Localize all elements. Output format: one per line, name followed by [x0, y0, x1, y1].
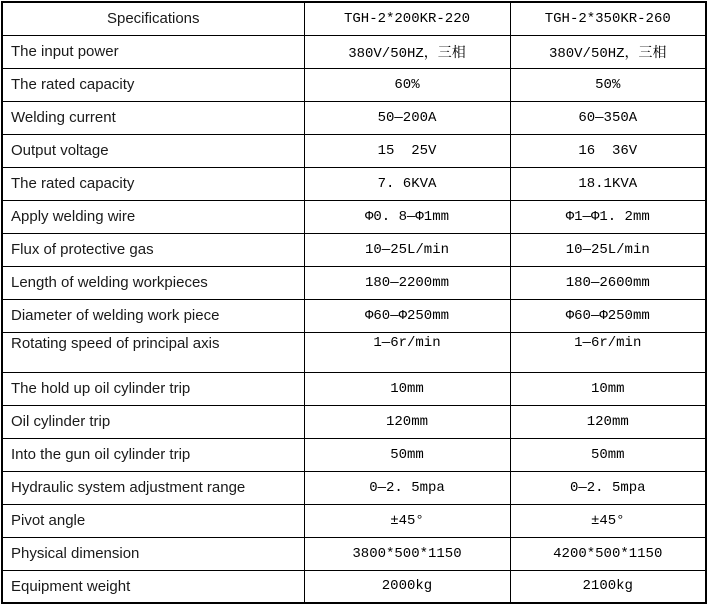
table-row-protective-gas-flux: [2, 233, 706, 266]
specifications-table: [1, 1, 707, 604]
spec-label: Hydraulic system adjustment range: [2, 471, 304, 504]
spec-label: Diameter of welding work piece: [2, 299, 304, 332]
spec-value-model-2: Φ60—Φ250mm: [510, 299, 706, 332]
table-row-physical-dimension: [2, 537, 706, 570]
spec-value-model-2: 18.1KVA: [510, 167, 706, 200]
table-row-rotating-speed: [2, 332, 706, 372]
table-row-workpiece-diameter: [2, 299, 706, 332]
table-row-hold-up-cylinder-trip: [2, 372, 706, 405]
spec-value-model-1: 2000kg: [304, 570, 510, 603]
spec-value-model-1: 50mm: [304, 438, 510, 471]
spec-value-model-2: ±45°: [510, 504, 706, 537]
spec-value-model-1: 60%: [304, 68, 510, 101]
spec-value-model-1: Φ0. 8—Φ1mm: [304, 200, 510, 233]
spec-label: The hold up oil cylinder trip: [2, 372, 304, 405]
spec-value-model-1: Φ60—Φ250mm: [304, 299, 510, 332]
spec-value-model-1: 50—200A: [304, 101, 510, 134]
spec-value-model-1: 180—2200mm: [304, 266, 510, 299]
table-row-rated-capacity-kva: [2, 167, 706, 200]
table-row-input-power: [2, 35, 706, 68]
spec-value-model-1: 3800*500*1150: [304, 537, 510, 570]
spec-value-model-2: 380V/50HZ，三相: [510, 35, 706, 68]
table-row-welding-wire: [2, 200, 706, 233]
table-row-output-voltage: [2, 134, 706, 167]
spec-label: Pivot angle: [2, 504, 304, 537]
spec-value-model-1: 0—2. 5mpa: [304, 471, 510, 504]
spec-value-model-2: 50mm: [510, 438, 706, 471]
spec-value-model-2: 180—2600mm: [510, 266, 706, 299]
spec-label: The rated capacity: [2, 167, 304, 200]
spec-value-model-1: 10mm: [304, 372, 510, 405]
spec-value-model-2: 1—6r/min: [510, 332, 706, 372]
spec-label: Physical dimension: [2, 537, 304, 570]
spec-value-model-1: 120mm: [304, 405, 510, 438]
table-header-row: [2, 2, 706, 35]
spec-value-model-1: ±45°: [304, 504, 510, 537]
table-row-pivot-angle: [2, 504, 706, 537]
spec-value-model-2: 120mm: [510, 405, 706, 438]
table-row-oil-cylinder-trip: [2, 405, 706, 438]
spec-label: Welding current: [2, 101, 304, 134]
spec-value-model-2: 2100kg: [510, 570, 706, 603]
table-row-hydraulic-range: [2, 471, 706, 504]
spec-value-model-2: Φ1—Φ1. 2mm: [510, 200, 706, 233]
spec-value-model-2: 16 36V: [510, 134, 706, 167]
table-row-workpiece-length: [2, 266, 706, 299]
column-header-specifications: Specifications: [2, 2, 304, 35]
spec-value-model-2: 0—2. 5mpa: [510, 471, 706, 504]
spec-label: Oil cylinder trip: [2, 405, 304, 438]
spec-value-model-2: 50%: [510, 68, 706, 101]
spec-value-model-1: 7. 6KVA: [304, 167, 510, 200]
spec-value-model-1: 1—6r/min: [304, 332, 510, 372]
table-row-rated-capacity-duty: [2, 68, 706, 101]
spec-label: Flux of protective gas: [2, 233, 304, 266]
table-row-welding-current: [2, 101, 706, 134]
column-header-model-1: TGH-2*200KR-220: [304, 2, 510, 35]
spec-value-model-2: 4200*500*1150: [510, 537, 706, 570]
spec-label: Rotating speed of principal axis: [2, 332, 304, 372]
spec-value-model-1: 380V/50HZ，三相: [304, 35, 510, 68]
spec-value-model-1: 10—25L/min: [304, 233, 510, 266]
spec-label: The input power: [2, 35, 304, 68]
column-header-model-2: TGH-2*350KR-260: [510, 2, 706, 35]
spec-label: Equipment weight: [2, 570, 304, 603]
spec-label: Length of welding workpieces: [2, 266, 304, 299]
spec-label: The rated capacity: [2, 68, 304, 101]
spec-label: Apply welding wire: [2, 200, 304, 233]
spec-label: Into the gun oil cylinder trip: [2, 438, 304, 471]
table-row-gun-cylinder-trip: [2, 438, 706, 471]
spec-value-model-2: 10mm: [510, 372, 706, 405]
spec-label: Output voltage: [2, 134, 304, 167]
spec-value-model-2: 60—350A: [510, 101, 706, 134]
table-row-equipment-weight: [2, 570, 706, 603]
spec-value-model-2: 10—25L/min: [510, 233, 706, 266]
spec-value-model-1: 15 25V: [304, 134, 510, 167]
